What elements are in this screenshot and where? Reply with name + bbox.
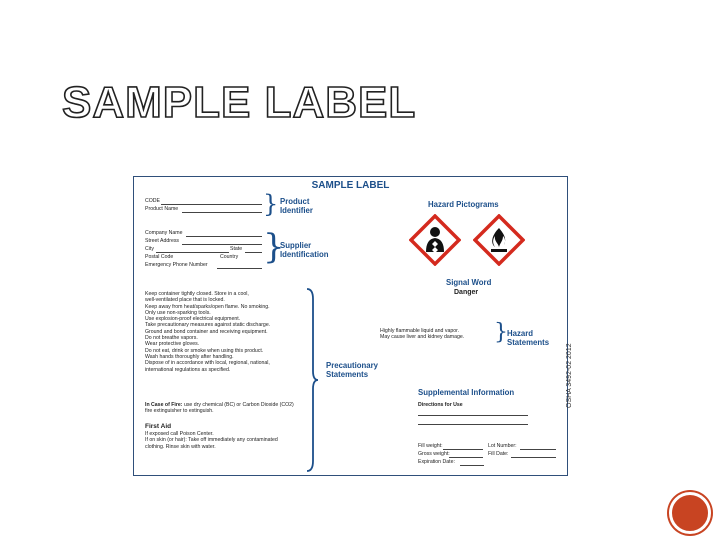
callout-line: Statements bbox=[507, 338, 550, 347]
city-line bbox=[156, 252, 229, 253]
country-field-label: Country bbox=[220, 254, 239, 260]
product-identifier-callout bbox=[280, 197, 313, 215]
directions-line bbox=[418, 415, 528, 416]
hazard-statements-callout bbox=[507, 329, 549, 347]
company-name-field-label: Company Name bbox=[145, 230, 183, 236]
supplier-identification-callout bbox=[280, 241, 329, 259]
code-line bbox=[161, 204, 262, 205]
fire-line: fire extinguisher to extinguish. bbox=[145, 408, 214, 415]
lot-number-line bbox=[520, 449, 556, 450]
precaution-line: Do not breathe vapors. bbox=[145, 335, 198, 342]
fill-date-line bbox=[511, 457, 556, 458]
callout-line: Identification bbox=[280, 250, 329, 259]
precaution-line: well-ventilated place that is locked. bbox=[145, 297, 225, 304]
directions-line bbox=[418, 424, 528, 425]
street-line bbox=[182, 244, 262, 245]
hazard-line: Highly flammable liquid and vapor. bbox=[380, 328, 460, 334]
first-aid-section bbox=[145, 423, 278, 450]
callout-line: Statements bbox=[326, 370, 369, 379]
fire-line: use dry chemical (BC) or Carbon Dioxide (CO2) bbox=[183, 402, 294, 408]
supplemental-information-heading: Supplemental Information bbox=[418, 388, 515, 397]
lot-number-label: Lot Number: bbox=[488, 443, 517, 449]
first-aid-line: If exposed call Poison Center. bbox=[145, 431, 214, 437]
flame-pictogram-icon bbox=[473, 214, 525, 266]
code-field-label: CODE bbox=[145, 198, 160, 204]
hazard-line: May cause liver and kidney damage. bbox=[380, 334, 465, 341]
product-identifier-brace: } bbox=[263, 190, 279, 218]
product-name-line bbox=[182, 212, 262, 213]
expiration-date-label: Expiration Date: bbox=[418, 459, 455, 465]
company-line bbox=[186, 236, 262, 237]
precaution-line: Ground and bond container and receiving equipment. bbox=[145, 328, 268, 335]
callout-line: Precautionary bbox=[326, 361, 379, 370]
signal-word-label: Signal Word bbox=[446, 278, 492, 287]
signal-word-value: Danger bbox=[454, 289, 479, 296]
osha-side-note: OSHA 3492-02 2012 bbox=[566, 343, 573, 408]
hazard-statement-text bbox=[380, 328, 464, 341]
fill-date-label: Fill Date: bbox=[488, 451, 509, 457]
precaution-line: Use explosion-proof electrical equipment. bbox=[145, 316, 241, 323]
city-field-label: City bbox=[145, 246, 154, 252]
gross-weight-label: Gross weight: bbox=[418, 451, 450, 457]
health-hazard-pictogram-icon bbox=[409, 214, 461, 266]
supplier-identification-brace: } bbox=[263, 227, 285, 267]
first-aid-line: If on skin (or hair): Take off immediately any contaminated bbox=[145, 437, 278, 444]
expiration-date-line bbox=[460, 465, 484, 466]
precautionary-brace bbox=[303, 287, 319, 473]
precaution-line: Wear protective gloves. bbox=[145, 341, 200, 348]
emergency-phone-field-label: Emergency Phone Number bbox=[145, 262, 208, 268]
callout-line: Identifier bbox=[280, 206, 313, 215]
precaution-line: Keep container tightly closed. Store in a cool, bbox=[145, 291, 249, 297]
street-address-field-label: Street Address bbox=[145, 238, 180, 244]
fill-weight-line bbox=[443, 449, 483, 450]
callout-line: Supplier bbox=[280, 241, 312, 250]
precaution-line: Only use non-sparking tools. bbox=[145, 309, 211, 316]
precaution-list bbox=[145, 291, 270, 373]
first-aid-line: clothing. Rinse skin with water. bbox=[145, 443, 216, 450]
precaution-line: Do not eat, drink or smoke when using this product. bbox=[145, 347, 264, 354]
precaution-line: Wash hands thoroughly after handling. bbox=[145, 353, 234, 360]
postal-code-field-label: Postal Code bbox=[145, 254, 174, 260]
fire-heading: In Case of Fire: bbox=[145, 402, 183, 408]
emergency-phone-line bbox=[217, 268, 262, 269]
directions-for-use-label: Directions for Use bbox=[418, 402, 463, 408]
precaution-line: Keep away from heat/sparks/open flame. No smoking. bbox=[145, 303, 270, 310]
gross-weight-line bbox=[449, 457, 483, 458]
slide-title: SAMPLE LABEL bbox=[62, 78, 417, 127]
slide-nav-button[interactable] bbox=[669, 492, 711, 534]
callout-line: Product bbox=[280, 197, 310, 206]
state-field-label: State bbox=[230, 246, 243, 252]
hazard-pictograms-heading: Hazard Pictograms bbox=[428, 200, 499, 209]
state-line bbox=[245, 252, 262, 253]
label-title: SAMPLE LABEL bbox=[311, 180, 390, 191]
product-name-field-label: Product Name bbox=[145, 206, 179, 212]
first-aid-heading: First Aid bbox=[145, 423, 172, 430]
callout-line: Hazard bbox=[507, 329, 533, 338]
precaution-line: international regulations as specified. bbox=[145, 366, 231, 373]
fill-weight-label: Fill weight: bbox=[418, 443, 443, 449]
precautionary-statements-callout bbox=[326, 361, 378, 379]
precaution-line: Take precautionary measures against static discharge. bbox=[145, 322, 271, 329]
fire-instructions bbox=[145, 402, 294, 415]
precaution-line: Dispose of in accordance with local, regional, national, bbox=[145, 360, 270, 367]
hazard-statements-brace: } bbox=[494, 320, 508, 345]
